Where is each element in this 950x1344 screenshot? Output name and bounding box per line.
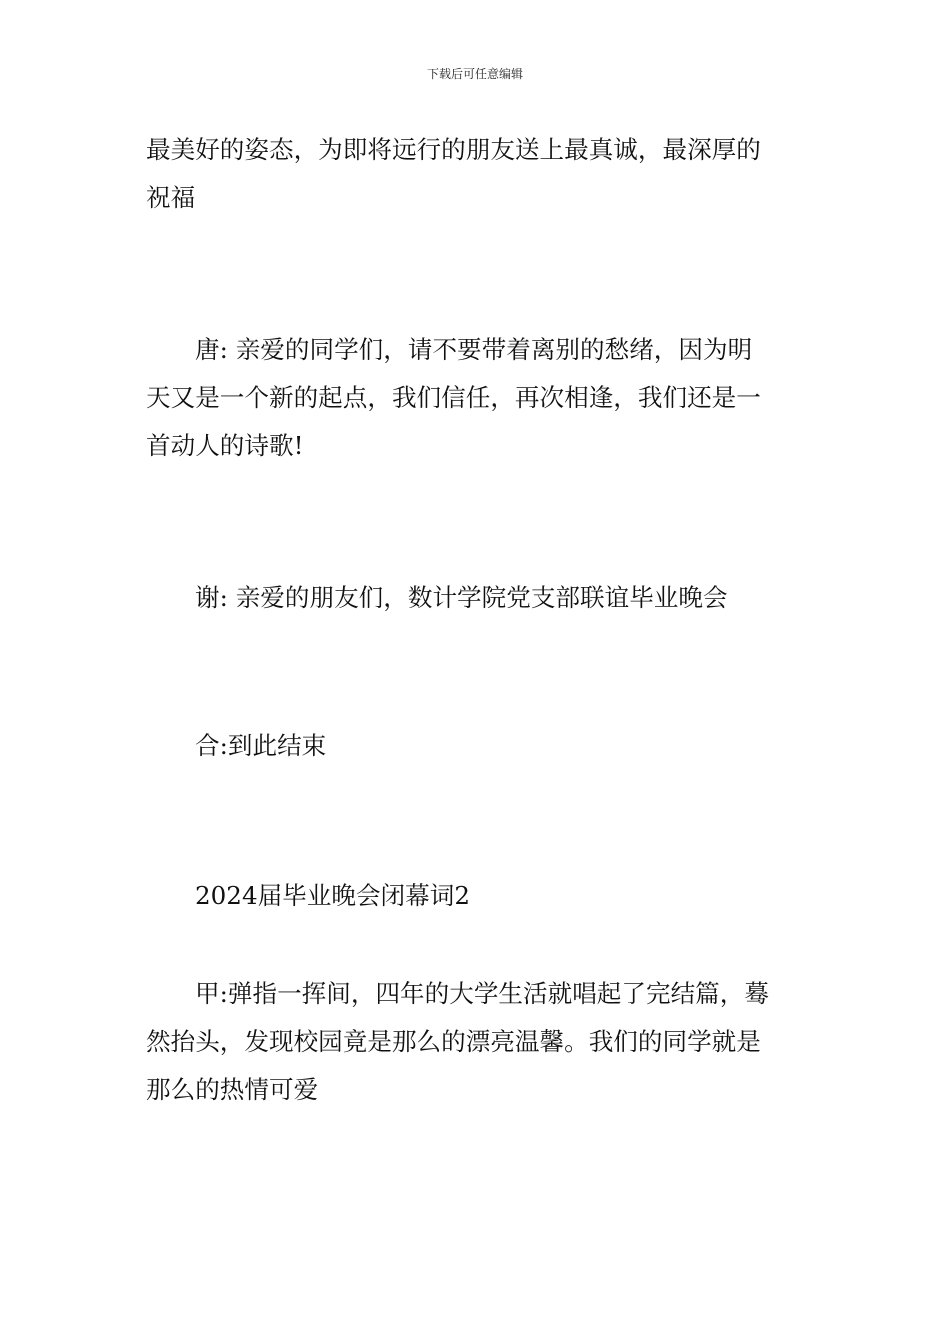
paragraph-xie: 谢: 亲爱的朋友们，数计学院党支部联谊毕业晚会 — [195, 583, 728, 612]
paragraph-together: 合:到此结束 — [195, 731, 327, 760]
paragraph-jia: 甲:弹指一挥间，四年的大学生活就唱起了完结篇，蓦 然抬头，发现校园竟是那么的漂亮温馨。我们的同学就是 那么的热情可爱 — [146, 979, 769, 1104]
paragraph-blessing-end: 最美好的姿态，为即将远行的朋友送上最真诚，最深厚的 祝福 — [146, 135, 761, 212]
page-header-note: 下载后可任意编辑 — [426, 67, 523, 81]
paragraph-tang: 唐: 亲爱的同学们，请不要带着离别的愁绪，因为明 天又是一个新的起点，我们信任，再次相逢，我们还是一 首动人的诗歌! — [146, 335, 761, 460]
section-heading: 2024届毕业晚会闭幕词2 — [195, 881, 470, 910]
